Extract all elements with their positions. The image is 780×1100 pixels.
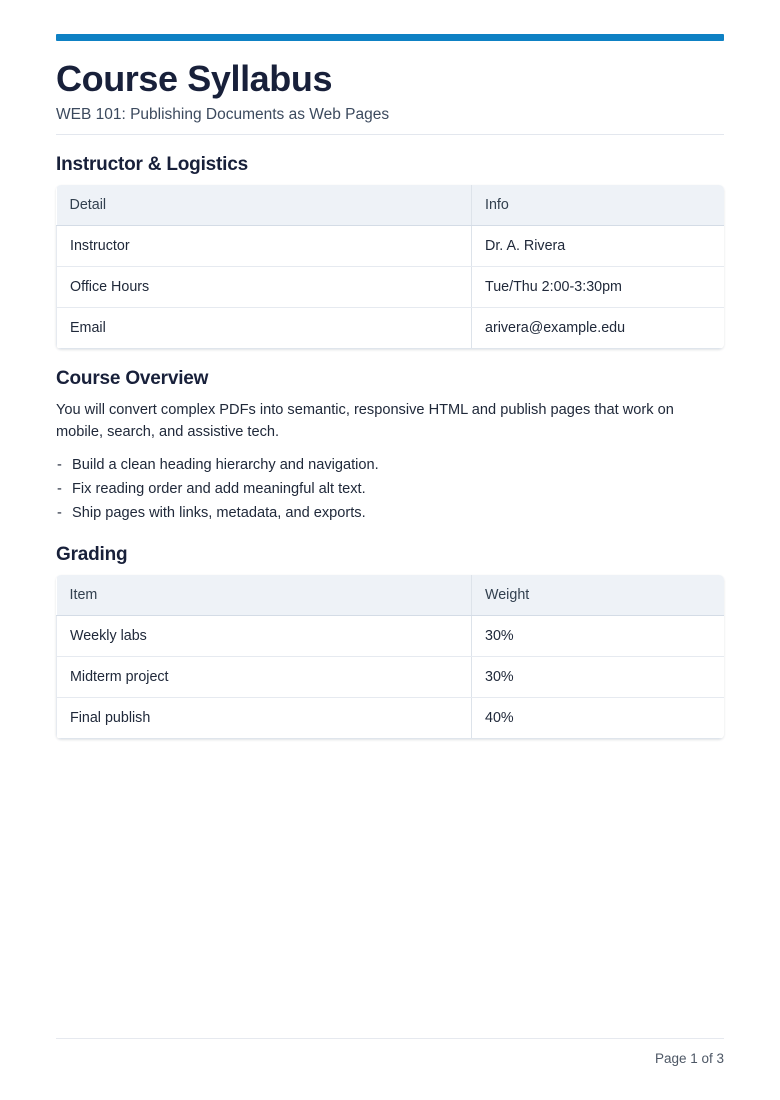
list-item [56, 477, 724, 501]
logistics-table-wrapper [56, 185, 724, 349]
column-header-item: Item [57, 575, 472, 616]
logistics-table-head [57, 185, 725, 226]
cell-info: arivera@example.edu [472, 308, 725, 349]
table-header-row [57, 185, 725, 226]
accent-bar [56, 34, 724, 41]
list-item-label: Fix reading order and add meaningful alt text. [72, 481, 366, 497]
grading-table [56, 575, 724, 739]
bullet-dash-icon: - [57, 505, 62, 521]
table-row [57, 616, 725, 657]
cell-weight: 40% [472, 698, 725, 739]
page-title: Course Syllabus [56, 58, 333, 99]
table-row [57, 698, 725, 739]
column-header-detail: Detail [57, 185, 472, 226]
cell-weight: 30% [472, 616, 725, 657]
grading-table-wrapper [56, 575, 724, 739]
cell-info: Tue/Thu 2:00-3:30pm [472, 267, 725, 308]
page-footer [56, 1038, 724, 1068]
column-header-weight: Weight [472, 575, 725, 616]
table-row [57, 657, 725, 698]
section-heading-grading: Grading [56, 544, 128, 565]
section-logistics [56, 153, 724, 349]
bullet-dash-icon: - [57, 457, 62, 473]
list-item [56, 501, 724, 525]
cell-item: Final publish [57, 698, 472, 739]
section-heading-logistics: Instructor & Logistics [56, 154, 248, 175]
cell-weight: 30% [472, 657, 725, 698]
page-subtitle: WEB 101: Publishing Documents as Web Pages [56, 106, 390, 123]
page-number: Page 1 of 3 [654, 1051, 724, 1066]
list-item-label: Ship pages with links, metadata, and exports. [72, 505, 366, 521]
table-row [57, 308, 725, 349]
cell-detail: Office Hours [57, 267, 472, 308]
table-header-row [57, 575, 725, 616]
logistics-table [56, 185, 724, 349]
list-item [56, 453, 724, 477]
overview-bullet-list [56, 453, 724, 525]
grading-table-head [57, 575, 725, 616]
cell-item: Midterm project [57, 657, 472, 698]
header-divider [56, 134, 724, 135]
section-grading [56, 543, 724, 739]
cell-detail: Instructor [57, 226, 472, 267]
cell-detail: Email [57, 308, 472, 349]
grading-table-body [57, 616, 725, 739]
document-content [56, 0, 724, 739]
cell-info: Dr. A. Rivera [472, 226, 725, 267]
section-heading-overview: Course Overview [56, 368, 209, 389]
overview-paragraph: You will convert complex PDFs into semantic, responsive HTML and publish pages that work on mobile, search, and assistive tech. [56, 402, 674, 440]
section-overview [56, 367, 724, 525]
cell-item: Weekly labs [57, 616, 472, 657]
list-item-label: Build a clean heading hierarchy and navigation. [72, 457, 379, 473]
logistics-table-body [57, 226, 725, 349]
table-row [57, 267, 725, 308]
bullet-dash-icon: - [57, 481, 62, 497]
column-header-info: Info [472, 185, 725, 226]
table-row [57, 226, 725, 267]
footer-divider [56, 1038, 724, 1039]
